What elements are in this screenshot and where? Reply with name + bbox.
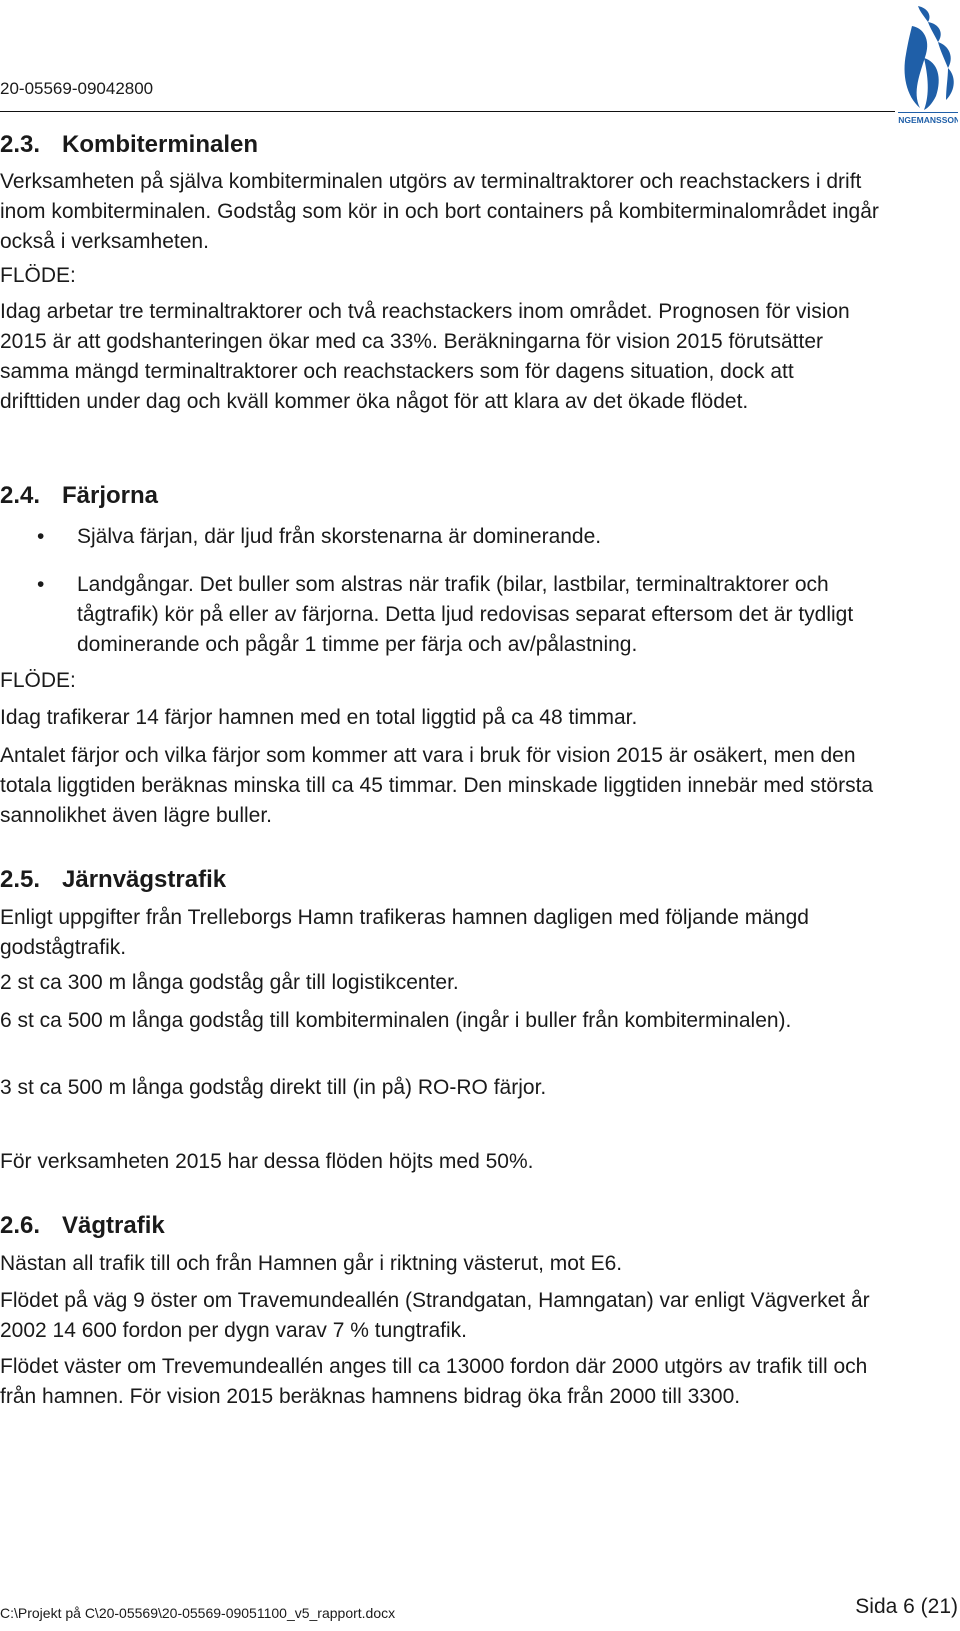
page-number: Sida 6 (21) — [855, 1595, 958, 1618]
heading-title: Vägtrafik — [62, 1212, 165, 1239]
heading-number: 2.6. — [0, 1212, 41, 1239]
paragraph: 3 st ca 500 m långa godståg direkt till (in på) RO-RO färjor. — [0, 1076, 547, 1099]
heading-title: Färjorna — [62, 482, 159, 509]
heading-title: Järnvägstrafik — [62, 866, 227, 893]
heading-2-3 — [0, 131, 258, 159]
bullet-icon: • — [37, 525, 45, 548]
paragraph: För verksamheten 2015 har dessa flöden höjts med 50%. — [0, 1150, 534, 1173]
footer-file-path: C:\Projekt på C\20-05569\20-05569-09051100_v5_rapport.docx — [0, 1605, 396, 1621]
heading-2-4 — [0, 482, 158, 510]
paragraph: Flödet väster om Trevemundeallén anges till ca 13000 fordon där 2000 utgörs av trafik till och från hamnen. För vision 2015 beräknas hamnens bidrag öka från 2000 till 3300. — [0, 1355, 868, 1408]
paragraph: Flödet på väg 9 öster om Travemundeallén (Strandgatan, Hamngatan) var enligt Vägverket år 2002 14 600 fordon per dygn varav 7 % tungtrafik. — [0, 1289, 870, 1342]
paragraph: Antalet färjor och vilka färjor som kommer att vara i bruk för vision 2015 är osäkert, men den totala liggtiden beräknas minska till ca 45 timmar. Den minskade liggtiden innebär med största sannolikhet även lägre buller. — [0, 744, 874, 827]
list-item: Själva färjan, där ljud från skorstenarna är dominerande. — [77, 525, 602, 548]
heading-2-6 — [0, 1212, 165, 1240]
paragraph: Enligt uppgifter från Trelleborgs Hamn trafikeras hamnen dagligen med följande mängd godstågtrafik. — [0, 906, 809, 959]
heading-title: Kombiterminalen — [62, 131, 259, 158]
heading-number: 2.5. — [0, 866, 41, 893]
document-number: 20-05569-09042800 — [0, 79, 154, 98]
header-rule — [0, 111, 895, 112]
bullet-icon: • — [37, 573, 45, 596]
heading-number: 2.4. — [0, 482, 41, 509]
paragraph: Idag arbetar tre terminaltraktorer och två reachstackers inom området. Prognosen för vision 2015 är att godshanteringen ökar med ca 33%. Beräkningarna för vision 2015 förutsätter samma mängd terminaltraktorer och reachstackers som för dagens situation, dock att drifttiden under dag och kväll kommer öka något för att klara av det ökade flödet. — [0, 300, 850, 413]
paragraph: Idag trafikerar 14 färjor hamnen med en total liggtid på ca 48 timmar. — [0, 706, 638, 729]
paragraph: 6 st ca 500 m långa godståg till kombiterminalen (ingår i buller från kombiterminalen). — [0, 1009, 792, 1032]
flode-label: FLÖDE: — [0, 669, 76, 692]
paragraph: Nästan all trafik till och från Hamnen går i riktning västerut, mot E6. — [0, 1252, 623, 1275]
heading-2-5 — [0, 866, 226, 894]
list-item: Landgångar. Det buller som alstras när trafik (bilar, lastbilar, terminaltraktorer och tågtrafik) kör på eller av färjorna. Detta ljud redovisas separat eftersom det är tydligt dominerande och pågår 1 timme per färja och av/pålastning. — [77, 573, 854, 656]
flode-label: FLÖDE: — [0, 264, 76, 287]
paragraph: 2 st ca 300 m långa godståg går till logistikcenter. — [0, 971, 459, 994]
heading-number: 2.3. — [0, 131, 41, 158]
paragraph: Verksamheten på själva kombiterminalen utgörs av terminaltraktorer och reachstackers i drift inom kombiterminalen. Godståg som kör in och bort containers på kombiterminalområdet ingår också i verksamheten. — [0, 170, 879, 253]
logo-wordmark: INGEMANSSON — [898, 115, 958, 125]
ingemansson-logo — [898, 4, 958, 126]
